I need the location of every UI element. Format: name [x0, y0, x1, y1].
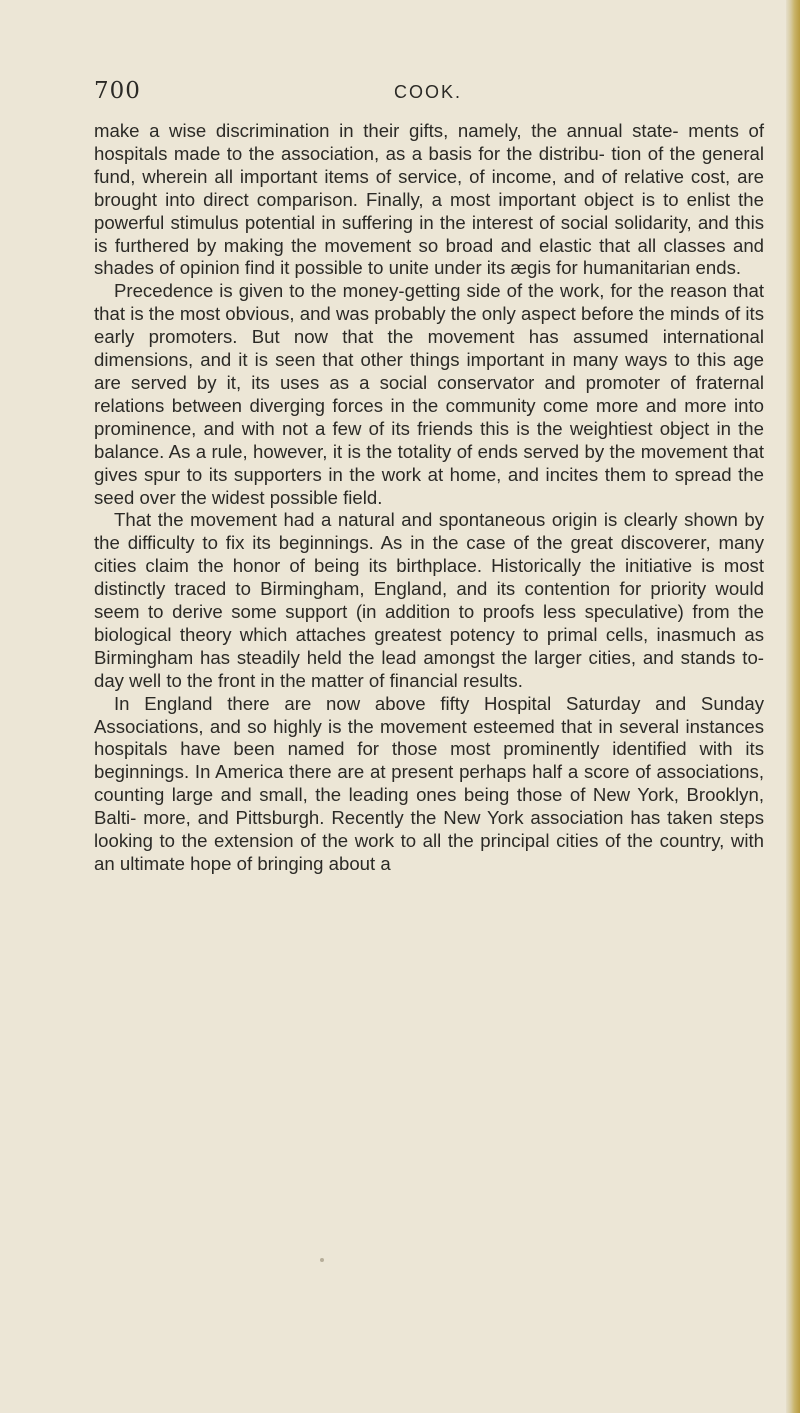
page-number: 700 [94, 78, 141, 104]
paragraph: That the movement had a natural and spontaneous origin is clearly shown by the difficulty to fix its beginnings. As in the case of the great discoverer, many cities claim the honor of being its birthplace. Historically the initiative is most distinctly traced to Birmingham, England, and its contention for priority would seem to derive some support (in addition to proofs less speculative) from the biological theory which attaches greatest potency to primal cells, inasmuch as Birmingham has steadily held the lead amongst the larger cities, and stands to-day well to the front in the matter of financial results. [94, 509, 764, 691]
paragraph: make a wise discrimination in their gifts, namely, the annual state- ments of hospitals made to the association, as a basis for the distribu- tion of the general fund, wherein all important items of service, of income, and of relative cost, are brought into direct comparison. Finally, a most important object is to enlist the powerful stimulus potential in suffering in the interest of social solidarity, and this is furthered by making the movement so broad and elastic that all classes and shades of opinion find it possible to unite under its ægis for humanitarian ends. [94, 120, 764, 279]
body-text [94, 120, 764, 876]
running-head: COOK. [394, 82, 463, 102]
page-edge [786, 0, 800, 1413]
paragraph: In England there are now above fifty Hospital Saturday and Sunday Associations, and so highly is the movement esteemed that in several instances hospitals have been named for those most prominently identified with its beginnings. In America there are at present perhaps half a score of associations, counting large and small, the leading ones being those of New York, Brooklyn, Balti- more, and Pittsburgh. Recently the New York association has taken steps looking to the extension of the work to all the principal cities of the country, with an ultimate hope of bringing about a [94, 692, 764, 874]
page-header [94, 78, 762, 112]
paper-speck [320, 1258, 324, 1262]
paragraph: Precedence is given to the money-getting side of the work, for the reason that that is the most obvious, and was probably the only aspect before the minds of its early promoters. But now that the movement has assumed international dimensions, and it is seen that other things important in many ways to this age are served by it, its uses as a social conservator and promoter of fraternal relations between diverging forces in the community come more and more into prominence, and with not a few of its friends this is the weightiest object in the balance. As a rule, however, it is the totality of ends served by the movement that gives spur to its supporters in the work at home, and incites them to spread the seed over the widest possible field. [94, 280, 764, 508]
